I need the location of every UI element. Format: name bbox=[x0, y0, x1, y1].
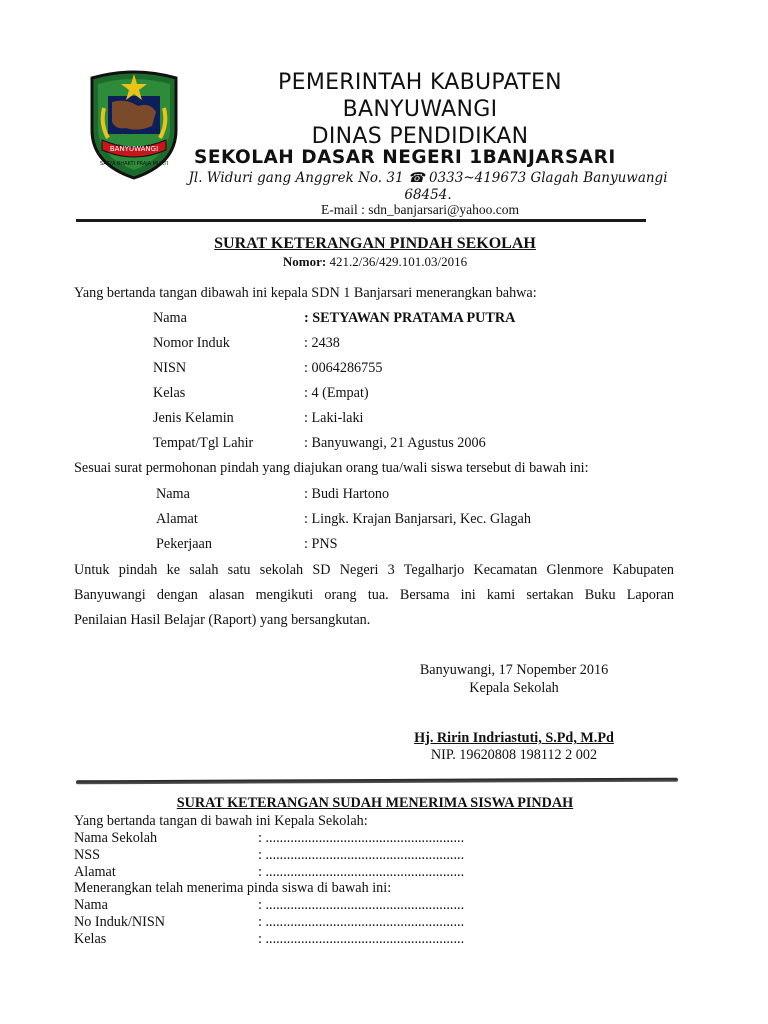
address-line-1: Jl. Widuri gang Anggrek No. 31 ☎ 0333~419673 Glagah Banyuwangi bbox=[188, 170, 668, 186]
receipt-intro: Yang bertanda tangan di bawah ini Kepala Sekolah: bbox=[74, 813, 368, 829]
receipt-address-label: Alamat bbox=[74, 864, 116, 880]
student-class-value: : 4 (Empat) bbox=[304, 385, 369, 401]
receipt-address-value: : ........................................................ bbox=[258, 864, 465, 880]
receipt-student-name-label: Nama bbox=[74, 897, 108, 913]
letterhead-divider bbox=[76, 219, 646, 222]
student-id-label: Nomor Induk bbox=[153, 335, 230, 351]
student-name-value: : SETYAWAN PRATAMA PUTRA bbox=[304, 310, 516, 326]
address-line-2: 68454. bbox=[404, 187, 452, 203]
header-department: DINAS PENDIDIKAN bbox=[311, 124, 529, 149]
parent-job-value: : PNS bbox=[304, 536, 338, 552]
student-nisn-value: : 0064286755 bbox=[304, 360, 383, 376]
letter-number bbox=[0, 254, 750, 270]
parent-address-value: : Lingk. Krajan Banjarsari, Kec. Glagah bbox=[304, 511, 531, 527]
logo-banner-text: BANYUWANGI bbox=[109, 145, 159, 153]
parent-name-label: Nama bbox=[156, 486, 190, 502]
parent-address-label: Alamat bbox=[156, 511, 198, 527]
logo-motto-text: SATYA BHAKTI PRAJA MUKTI bbox=[99, 161, 169, 167]
receipt-student-intro: Menerangkan telah menerima pinda siswa di bawah ini: bbox=[74, 880, 392, 896]
student-nisn-label: NISN bbox=[153, 360, 187, 376]
header-address bbox=[168, 170, 688, 204]
receipt-nss-label: NSS bbox=[74, 847, 101, 863]
receipt-student-name-value: : ........................................................ bbox=[258, 897, 465, 913]
receipt-student-id-label: No Induk/NISN bbox=[74, 914, 166, 930]
student-gender-value: : Laki-laki bbox=[304, 410, 364, 426]
parent-job-label: Pekerjaan bbox=[156, 536, 212, 552]
student-gender-label: Jenis Kelamin bbox=[153, 410, 234, 426]
receipt-student-id-value: : ........................................................ bbox=[258, 914, 465, 930]
section-divider bbox=[76, 778, 678, 785]
receipt-student-class-value: : ........................................................ bbox=[258, 931, 465, 947]
letter-number-label: Nomor: bbox=[282, 254, 327, 269]
letter-title: SURAT KETERANGAN PINDAH SEKOLAH bbox=[214, 235, 536, 252]
signature-position: Kepala Sekolah bbox=[469, 680, 559, 696]
student-class-label: Kelas bbox=[153, 385, 186, 401]
student-birth-value: : Banyuwangi, 21 Agustus 2006 bbox=[304, 435, 486, 451]
transfer-paragraph-line-3: Penilaian Hasil Belajar (Raport) yang bersangkutan. bbox=[74, 612, 371, 628]
header-school-name: SEKOLAH DASAR NEGERI 1BANJARSARI bbox=[194, 147, 616, 168]
student-birth-label: Tempat/Tgl Lahir bbox=[153, 435, 254, 451]
receipt-school-name-value: : ........................................................ bbox=[258, 830, 465, 846]
student-name-label: Nama bbox=[153, 310, 187, 326]
header-government: PEMERINTAH KABUPATEN bbox=[278, 70, 562, 95]
signature-place-date: Banyuwangi, 17 Nopember 2016 bbox=[419, 662, 609, 678]
student-id-value: : 2438 bbox=[304, 335, 340, 351]
receipt-title: SURAT KETERANGAN SUDAH MENERIMA SISWA PINDAH bbox=[176, 795, 574, 811]
header-email: E-mail : sdn_banjarsari@yahoo.com bbox=[320, 202, 519, 217]
letter-number-value: 421.2/36/429.101.03/2016 bbox=[329, 254, 468, 269]
letter-intro: Yang bertanda tangan dibawah ini kepala SDN 1 Banjarsari menerangkan bahwa: bbox=[74, 285, 537, 301]
signer-name: Hj. Ririn Indriastuti, S.Pd, M.Pd bbox=[414, 730, 614, 746]
receipt-student-class-label: Kelas bbox=[74, 931, 107, 947]
signer-nip: NIP. 19620808 198112 2 002 bbox=[430, 747, 598, 763]
transfer-paragraph-line-1: Untuk pindah ke salah satu sekolah SD Negeri 3 Tegalharjo Kecamatan Glenmore Kabupaten bbox=[74, 562, 674, 578]
receipt-school-name-label: Nama Sekolah bbox=[74, 830, 158, 846]
header-regency: BANYUWANGI bbox=[342, 97, 498, 122]
parent-name-value: : Budi Hartono bbox=[304, 486, 390, 502]
receipt-nss-value: : ........................................................ bbox=[258, 847, 465, 863]
transfer-paragraph-line-2: Banyuwangi dengan alasan mengikuti orang tua. Bersama ini kami sertakan Buku Laporan bbox=[74, 587, 674, 603]
parent-intro: Sesuai surat permohonan pindah yang diajukan orang tua/wali siswa tersebut di bawah ini: bbox=[74, 460, 589, 476]
